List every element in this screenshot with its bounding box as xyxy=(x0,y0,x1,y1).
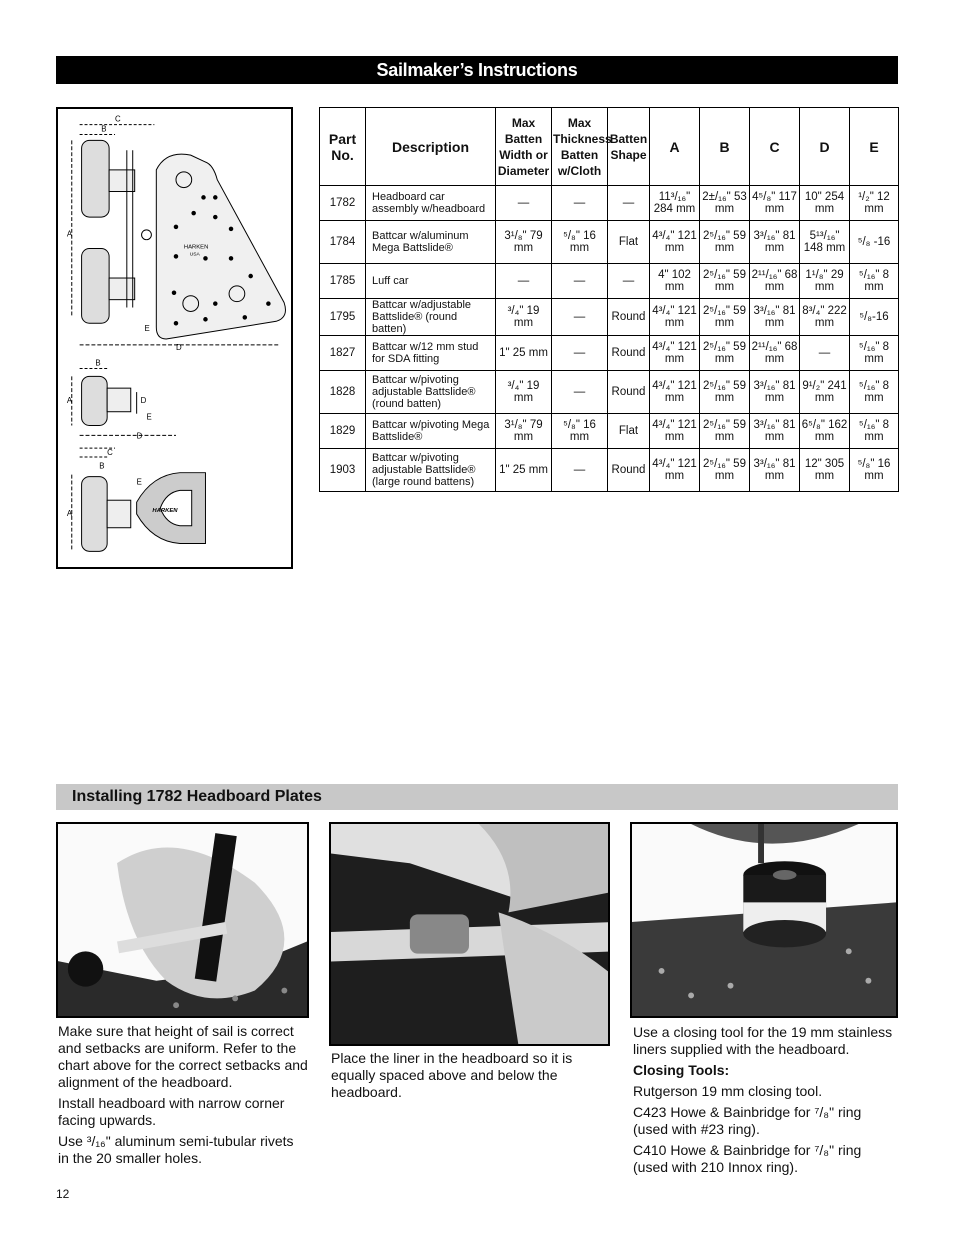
cell-dim-c: 3³/₁₆" 81 mm xyxy=(750,449,800,492)
caption-text: C423 Howe & Bainbridge for ⁷/₈" ring (used with #23 ring). xyxy=(633,1104,862,1137)
cell-max-batten: ³/₄" 19 mm xyxy=(496,299,552,336)
table-row xyxy=(320,371,899,414)
cell-max-thickness: — xyxy=(552,264,608,299)
caption-column-3 xyxy=(633,1024,895,1180)
cell-dim-d: 9¹/₂" 241 mm xyxy=(800,371,850,414)
header-part-no: Part No. xyxy=(320,108,366,186)
section-title-banner xyxy=(56,56,898,84)
cell-max-batten: 3¹/₈" 79 mm xyxy=(496,221,552,264)
cell-dim-a: 4" 102 mm xyxy=(650,264,700,299)
cell-dim-d: 5¹³/₁₆" 148 mm xyxy=(800,221,850,264)
brand-logo: HARKEN xyxy=(152,508,178,515)
dim-label: E xyxy=(146,412,152,422)
cell-dim-d: 1¹/₈" 29 mm xyxy=(800,264,850,299)
cell-dim-b: 2⁵/₁₆" 59 mm xyxy=(700,336,750,371)
dim-label: E xyxy=(136,477,142,487)
dim-label: B xyxy=(99,461,105,471)
cell-max-batten: ³/₄" 19 mm xyxy=(496,371,552,414)
cell-part-no: 1827 xyxy=(320,336,366,371)
brand-sub: USA xyxy=(189,252,200,258)
cell-batten-shape: Round xyxy=(608,336,650,371)
cell-dim-a: 4³/₄" 121 mm xyxy=(650,371,700,414)
caption-column-1 xyxy=(58,1023,308,1171)
cell-max-thickness: ⁵/₈" 16 mm xyxy=(552,414,608,449)
install-section-banner xyxy=(56,784,898,810)
dim-label: E xyxy=(144,324,150,334)
cell-max-thickness: — xyxy=(552,371,608,414)
cell-batten-shape: — xyxy=(608,264,650,299)
cell-description: Battcar w/adjustable Battslide® (round batten) xyxy=(366,299,496,336)
header-a: A xyxy=(650,108,700,186)
dim-label: A xyxy=(66,395,73,405)
cell-dim-c: 4⁵/₈" 117 mm xyxy=(750,186,800,221)
cell-dim-a: 4³/₄" 121 mm xyxy=(650,299,700,336)
cell-batten-shape: Flat xyxy=(608,221,650,264)
cell-max-batten: 1" 25 mm xyxy=(496,449,552,492)
cell-part-no: 1782 xyxy=(320,186,366,221)
page-number: 12 xyxy=(56,1187,70,1201)
cell-max-batten: 3¹/₈" 79 mm xyxy=(496,414,552,449)
dim-label: B xyxy=(95,358,101,368)
header-batten-shape: Batten Shape xyxy=(608,108,650,186)
specifications-table xyxy=(319,107,899,492)
caption-text: Make sure that height of sail is correct and setbacks are uniform. Refer to the chart above for the correct setbacks and alignment of the headboard. xyxy=(58,1023,308,1090)
cell-description: Battcar w/pivoting adjustable Battslide® (round batten) xyxy=(366,371,496,414)
cell-dim-b: 2⁵/₁₆" 59 mm xyxy=(700,371,750,414)
header-description: Description xyxy=(366,108,496,186)
dim-label: C xyxy=(107,447,113,457)
dim-label: D xyxy=(136,431,143,441)
dim-label: A xyxy=(66,229,73,239)
table-row xyxy=(320,186,899,221)
dim-label: C xyxy=(115,114,121,124)
photo-liner xyxy=(329,822,610,1046)
table-row xyxy=(320,414,899,449)
header-max-batten: Max Batten Width or Diameter xyxy=(496,108,552,186)
cell-max-batten: 1" 25 mm xyxy=(496,336,552,371)
cell-dim-e: ⁵/₈ -16 xyxy=(850,221,899,264)
table-row xyxy=(320,336,899,371)
cell-max-thickness: — xyxy=(552,336,608,371)
dim-label: A xyxy=(66,508,73,518)
cell-dim-e: ⁵/₁₆" 8 mm xyxy=(850,414,899,449)
table-header-row xyxy=(320,108,899,186)
cell-batten-shape: — xyxy=(608,186,650,221)
cell-batten-shape: Round xyxy=(608,449,650,492)
dim-label: B xyxy=(101,124,107,134)
caption-text: C410 Howe & Bainbridge for ⁷/₈" ring (used with 210 Innox ring). xyxy=(633,1142,862,1175)
cell-dim-e: ⁵/₈-16 xyxy=(850,299,899,336)
cell-dim-d: — xyxy=(800,336,850,371)
cell-part-no: 1829 xyxy=(320,414,366,449)
cell-description: Luff car xyxy=(366,264,496,299)
cell-batten-shape: Flat xyxy=(608,414,650,449)
cell-max-thickness: ⁵/₈" 16 mm xyxy=(552,221,608,264)
cell-dim-c: 3³/₁₆" 81 mm xyxy=(750,371,800,414)
cell-max-batten: — xyxy=(496,264,552,299)
photo-closing-tool xyxy=(630,822,898,1018)
install-title: Installing 1782 Headboard Plates xyxy=(72,788,322,805)
table-row xyxy=(320,299,899,336)
cell-description: Battcar w/pivoting adjustable Battslide® (large round battens) xyxy=(366,449,496,492)
cell-max-thickness: — xyxy=(552,299,608,336)
dim-label: D xyxy=(140,395,147,405)
cell-dim-b: 2⁵/₁₆" 59 mm xyxy=(700,221,750,264)
cell-part-no: 1795 xyxy=(320,299,366,336)
cell-dim-e: ⁵/₁₆" 8 mm xyxy=(850,336,899,371)
cell-max-batten: — xyxy=(496,186,552,221)
cell-dim-c: 2¹¹/₁₆" 68 mm xyxy=(750,336,800,371)
cell-batten-shape: Round xyxy=(608,371,650,414)
caption-text: Use ³/₁₆" aluminum semi-tubular rivets in the 20 smaller holes. xyxy=(58,1133,294,1166)
cell-dim-a: 4³/₄" 121 mm xyxy=(650,221,700,264)
caption-text: Use a closing tool for the 19 mm stainless liners supplied with the headboard. xyxy=(633,1024,893,1057)
cell-description: Battcar w/pivoting Mega Battslide® xyxy=(366,414,496,449)
photo-riveting xyxy=(56,822,309,1018)
header-max-thickness: Max Thickness Batten w/Cloth xyxy=(552,108,608,186)
cell-dim-d: 6⁵/₈" 162 mm xyxy=(800,414,850,449)
dimension-diagram xyxy=(56,107,293,569)
cell-part-no: 1785 xyxy=(320,264,366,299)
cell-batten-shape: Round xyxy=(608,299,650,336)
cell-description: Headboard car assembly w/headboard xyxy=(366,186,496,221)
header-d: D xyxy=(800,108,850,186)
closing-tools-heading: Closing Tools: xyxy=(633,1062,730,1078)
cell-dim-e: ⁵/₁₆" 8 mm xyxy=(850,371,899,414)
cell-part-no: 1784 xyxy=(320,221,366,264)
cell-part-no: 1828 xyxy=(320,371,366,414)
cell-max-thickness: — xyxy=(552,449,608,492)
cell-dim-b: 2⁵/₁₆" 59 mm xyxy=(700,299,750,336)
cell-dim-c: 3³/₁₆" 81 mm xyxy=(750,299,800,336)
cell-dim-d: 8³/₄" 222 mm xyxy=(800,299,850,336)
table-row xyxy=(320,449,899,492)
caption-text: Rutgerson 19 mm closing tool. xyxy=(633,1083,823,1099)
cell-part-no: 1903 xyxy=(320,449,366,492)
header-c: C xyxy=(750,108,800,186)
table-row xyxy=(320,221,899,264)
caption-column-2 xyxy=(331,1050,611,1105)
cell-dim-b: 2⁵/₁₆" 59 mm xyxy=(700,414,750,449)
cell-dim-a: 11³/₁₆" 284 mm xyxy=(650,186,700,221)
cell-dim-b: 2±/₁₆" 53 mm xyxy=(700,186,750,221)
header-e: E xyxy=(850,108,899,186)
cell-dim-d: 12" 305 mm xyxy=(800,449,850,492)
caption-text: Place the liner in the headboard so it is equally spaced above and below the headboard. xyxy=(331,1050,573,1100)
section-title: Sailmaker’s Instructions xyxy=(376,60,578,80)
cell-dim-a: 4³/₄" 121 mm xyxy=(650,449,700,492)
caption-text: Install headboard with narrow corner facing upwards. xyxy=(58,1095,285,1128)
cell-dim-a: 4³/₄" 121 mm xyxy=(650,336,700,371)
header-b: B xyxy=(700,108,750,186)
table-row xyxy=(320,264,899,299)
cell-dim-c: 3³/₁₆" 81 mm xyxy=(750,221,800,264)
cell-dim-e: ¹/₂" 12 mm xyxy=(850,186,899,221)
cell-dim-c: 2¹¹/₁₆" 68 mm xyxy=(750,264,800,299)
cell-description: Battcar w/aluminum Mega Battslide® xyxy=(366,221,496,264)
dim-label: D xyxy=(175,342,182,352)
cell-max-thickness: — xyxy=(552,186,608,221)
cell-dim-e: ⁵/₈" 16 mm xyxy=(850,449,899,492)
cell-dim-e: ⁵/₁₆" 8 mm xyxy=(850,264,899,299)
cell-dim-a: 4³/₄" 121 mm xyxy=(650,414,700,449)
cell-description: Battcar w/12 mm stud for SDA fitting xyxy=(366,336,496,371)
cell-dim-b: 2⁵/₁₆" 59 mm xyxy=(700,264,750,299)
cell-dim-b: 2⁵/₁₆" 59 mm xyxy=(700,449,750,492)
dimension-drawing xyxy=(58,109,291,567)
cell-dim-c: 3³/₁₆" 81 mm xyxy=(750,414,800,449)
brand-logo: HARKEN xyxy=(183,244,209,251)
cell-dim-d: 10" 254 mm xyxy=(800,186,850,221)
